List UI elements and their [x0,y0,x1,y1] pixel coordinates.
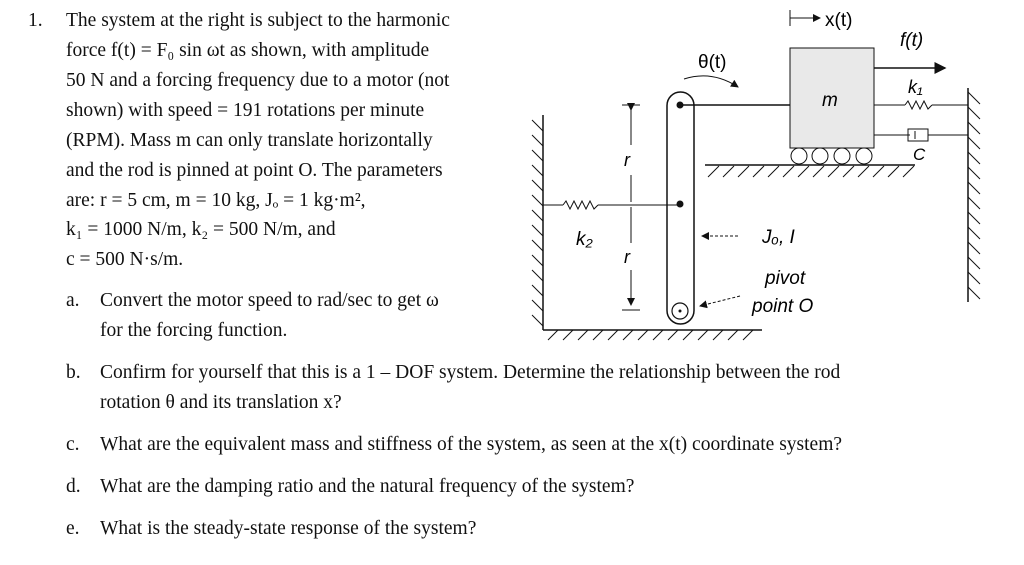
intro-line-4: shown) with speed = 191 rotations per minute [66,100,425,121]
f-label: f(t) [900,30,924,51]
right-wall [968,88,980,302]
rod-middle-joint [677,201,684,208]
part-e-label: e. [66,518,80,539]
jo-label: Jₒ, I [762,227,795,248]
part-a-label: a. [66,290,80,311]
left-wall [532,115,543,330]
part-b-line-1: Confirm for yourself that this is a 1 – DOF system. Determine the relationship between the rod [100,362,841,383]
r-dimension [622,105,640,310]
intro-line-9: c = 500 N·s/m. [66,249,184,270]
x-label: x(t) [825,10,853,31]
spring-k1 [874,101,968,109]
pivot-leader [700,296,740,306]
part-e-line-1: What is the steady-state response of the system? [100,518,477,539]
mass-wheels [791,148,872,164]
k1-label: k₁ [908,77,923,97]
part-a-line-2: for the forcing function. [100,320,288,341]
rod [667,92,694,324]
intro-line-2: force f(t) = F₀ sin ωt as shown, with amplitude [66,40,430,61]
intro-line-3: 50 N and a forcing frequency due to a motor (not [66,70,450,91]
theta-label: θ(t) [698,52,727,73]
part-a-line-1: Convert the motor speed to rad/sec to get ω [100,290,439,311]
part-d-line-1: What are the damping ratio and the natural frequency of the system? [100,476,635,497]
intro-line-8: k₁ = 1000 N/m, k₂ = 500 N/m, and [66,219,336,240]
intro-line-6: and the rod is pinned at point O. The parameters [66,160,443,181]
part-b-line-2: rotation θ and its translation x? [100,392,342,413]
mass-floor [705,165,915,177]
part-c-label: c. [66,434,80,455]
pivot-label-2: point O [752,296,814,317]
part-d-label: d. [66,476,81,497]
intro-line-5: (RPM). Mass m can only translate horizontally [66,130,433,151]
pivot-center [679,310,682,313]
part-c-line-1: What are the equivalent mass and stiffness of the system, as seen at the x(t) coordinate system? [100,434,843,455]
c-label: C [913,145,926,164]
damper-c [874,129,968,141]
spring-k2 [543,201,680,209]
r-lower-label: r [624,247,630,267]
bottom-ground [543,330,762,340]
part-b-label: b. [66,362,81,383]
k2-label: k₂ [576,229,593,250]
mass-label: m [822,90,838,111]
problem-number: 1. [28,10,43,31]
theta-arc [684,76,738,87]
pivot-label-1: pivot [765,268,806,289]
intro-line-1: The system at the right is subject to the harmonic [66,10,450,31]
r-upper-label: r [624,150,630,170]
intro-line-7: are: r = 5 cm, m = 10 kg, Jₒ = 1 kg·m², [66,190,366,211]
